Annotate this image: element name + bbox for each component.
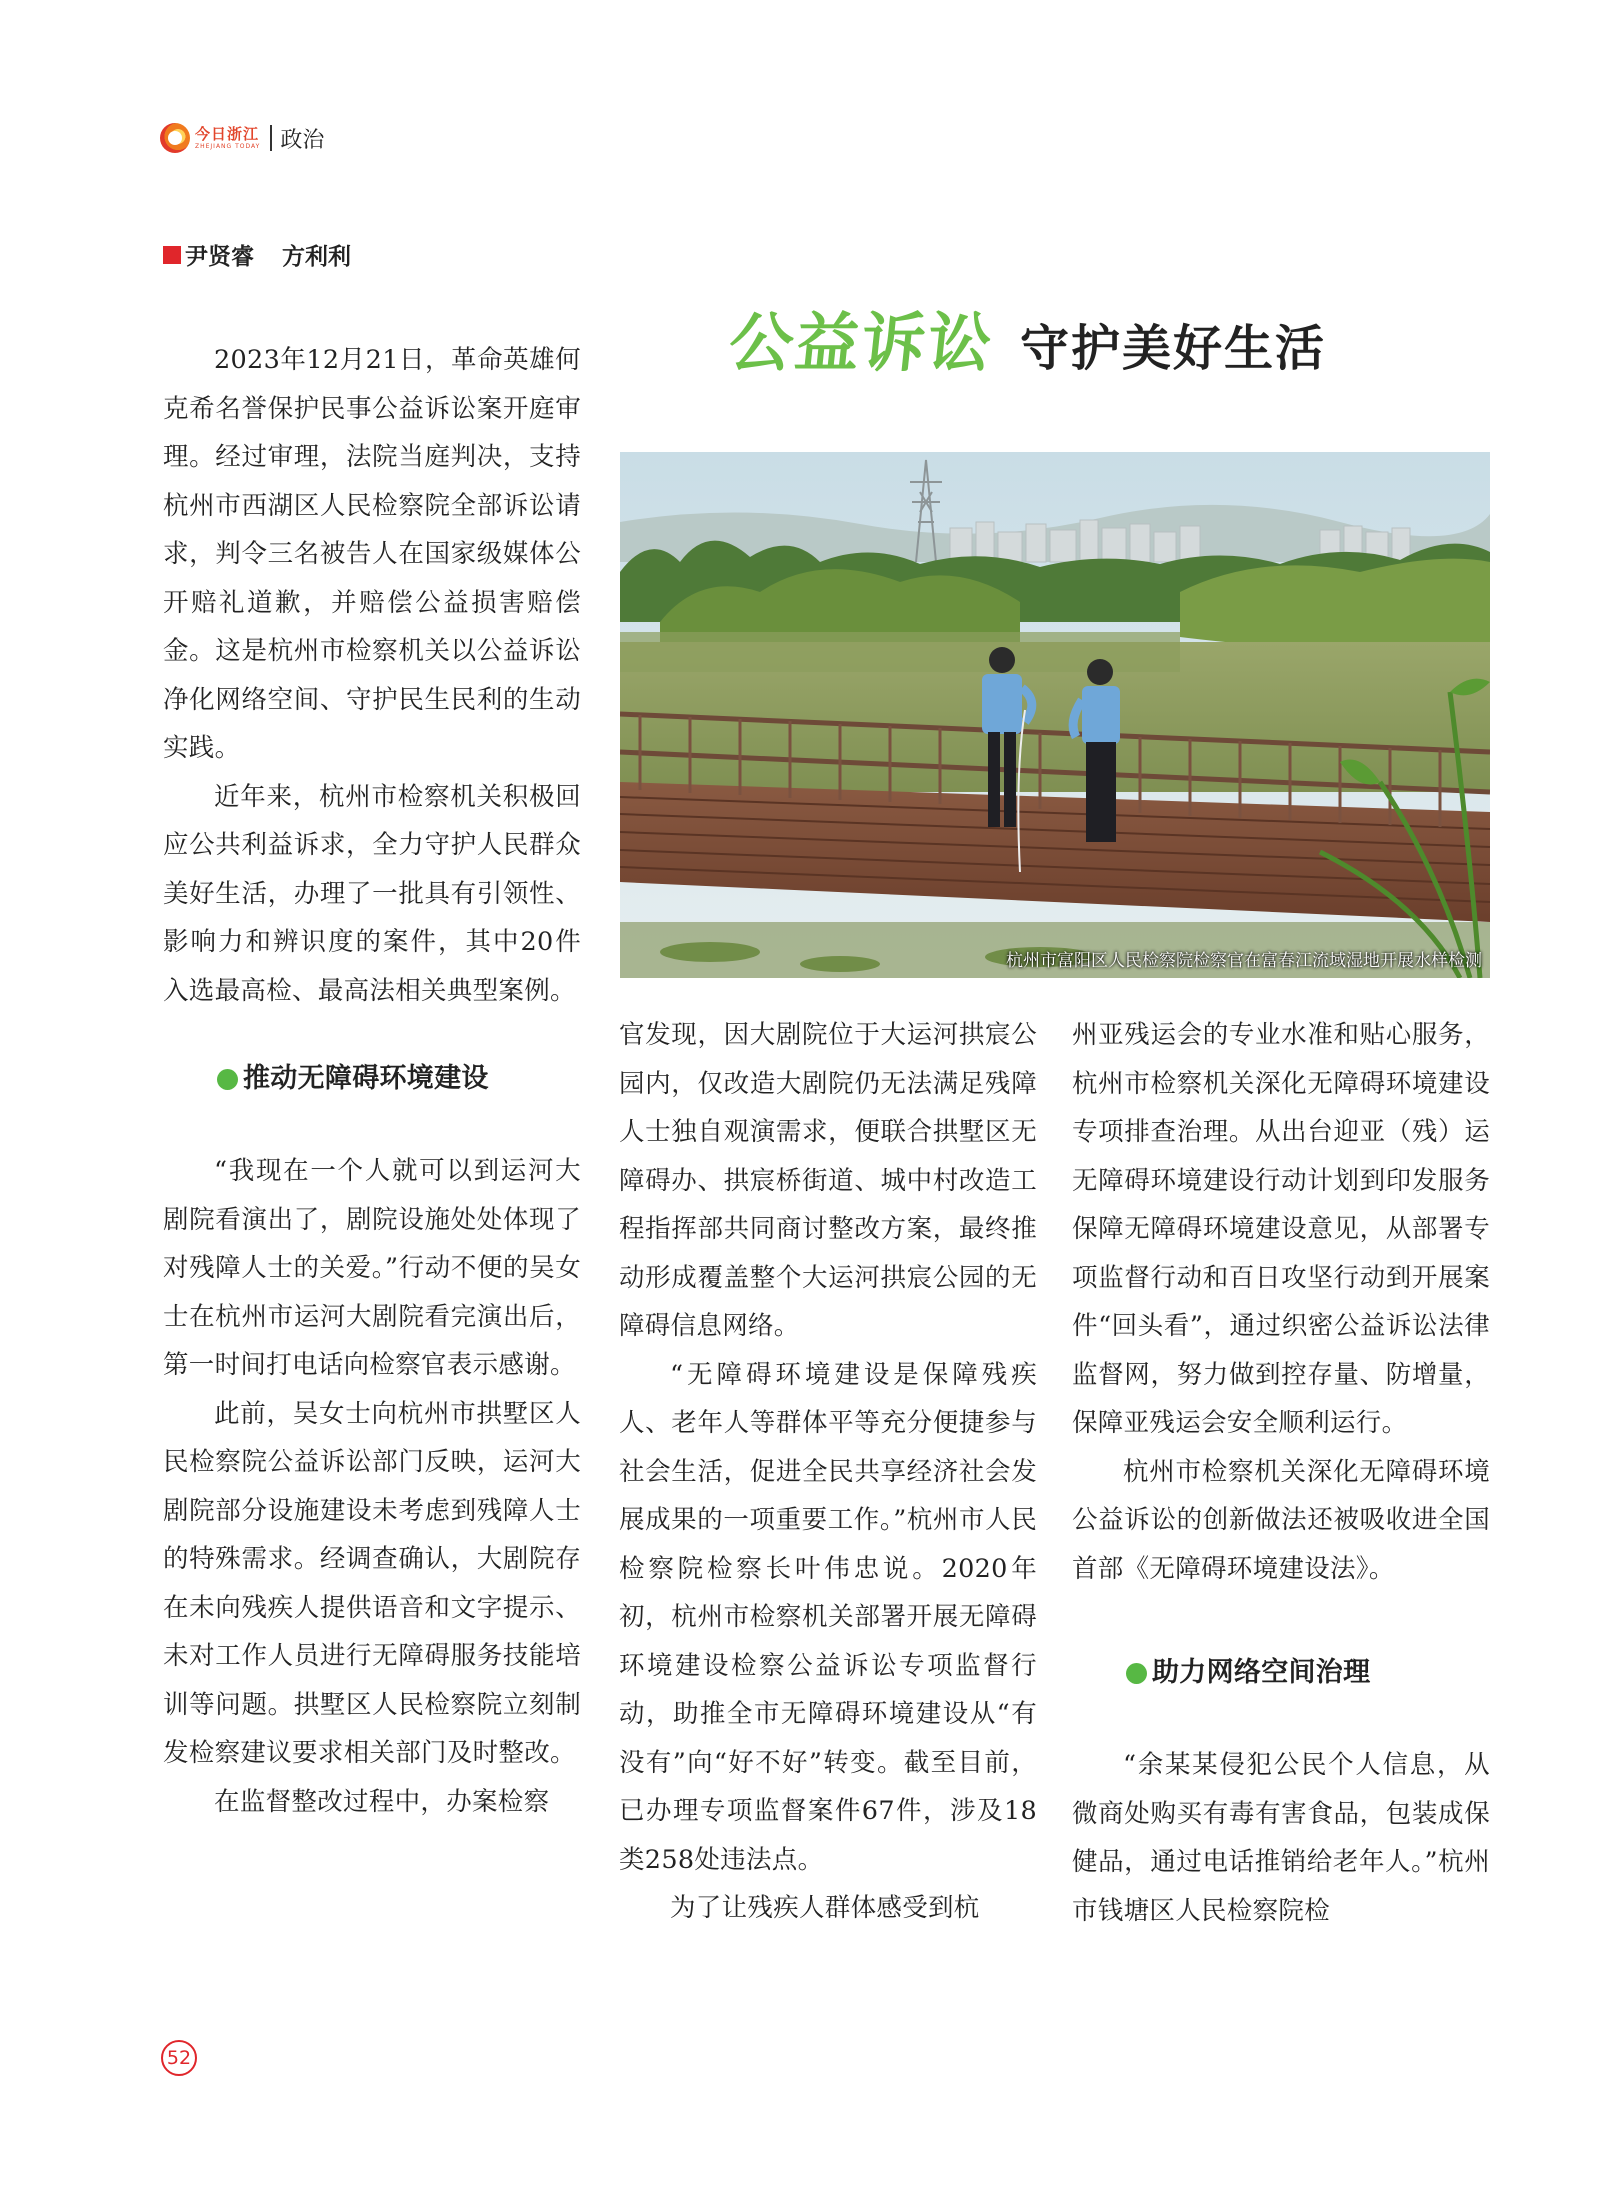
sun-logo-icon	[160, 123, 190, 153]
paragraph: 在监督整改过程中，办案检察	[214, 1786, 550, 1817]
subhead-text: 助力网络空间治理	[1152, 1656, 1371, 1688]
red-square-icon	[163, 246, 181, 264]
headline-sub: 守护美好生活	[1020, 319, 1327, 377]
author-name: 方利利	[282, 244, 351, 270]
paragraph: 官发现，因大剧院位于大运河拱宸公园内，仅改造大剧院仍无法满足残障人士独自观演需求，便联合拱墅区无障碍办、拱宸桥街道、城中村改造工程指挥部共同商讨整改方案，最终推动形成覆盖整个大运河拱宸公园的无障碍信息网络。	[619, 1020, 1037, 1341]
byline	[163, 238, 351, 271]
article-headline	[725, 292, 1327, 384]
section-title: 政治	[280, 127, 325, 153]
author-name: 尹贤睿	[185, 244, 254, 270]
article-column-1	[163, 336, 581, 1826]
page-number: 52	[161, 2040, 197, 2076]
header-divider	[270, 125, 272, 151]
paragraph: 此前，吴女士向杭州市拱墅区人民检察院公益诉讼部门反映，运河大剧院部分设施建设未考虑到残障人士的特殊需求。经调查确认，大剧院存在未向残疾人提供语音和文字提示、未对工作人员进行无障碍服务技能培训等问题。拱墅区人民检察院立刻制发检察建议要求相关部门及时整改。	[163, 1398, 581, 1768]
paragraph: 为了让残疾人群体感受到杭	[670, 1893, 980, 1923]
green-bullet-icon	[1126, 1663, 1147, 1684]
paragraph: 州亚残运会的专业水准和贴心服务，杭州市检察机关深化无障碍环境建设专项排查治理。从出台迎亚（残）运无障碍环境建设行动计划到印发服务保障无障碍环境建设意见，从部署专项监督行动和百日攻坚行动到开展案件“回头看”，通过织密公益诉讼法律监督网，努力做到控存量、防增量，保障亚残运会安全顺利运行。	[1072, 1020, 1490, 1438]
article-column-2	[619, 1011, 1037, 1933]
article-column-3	[1072, 1011, 1490, 1935]
paragraph: 杭州市检察机关深化无障碍环境公益诉讼的创新做法还被吸收进全国首部《无障碍环境建设法》。	[1072, 1456, 1490, 1584]
masthead	[160, 118, 324, 158]
headline-main: 公益诉讼	[725, 307, 998, 381]
paragraph: “余某某侵犯公民个人信息，从微商处购买有毒有害食品，包装成保健品，通过电话推销给老年人。”杭州市钱塘区人民检察院检	[1072, 1750, 1490, 1926]
logo-chinese-text: 今日浙江	[195, 124, 260, 143]
section-subhead	[1126, 1647, 1490, 1699]
paragraph: “我现在一个人就可以到运河大剧院看演出了，剧院设施处处体现了对残障人士的关爱。”行动不便的吴女士在杭州市运河大剧院看完演出后，第一时间打电话向检察官表示感谢。	[163, 1156, 581, 1380]
photo-caption: 杭州市富阳区人民检察院检察官在富春江流域湿地开展水样检测	[1006, 951, 1482, 971]
magazine-logo	[160, 123, 260, 153]
wetland-boardwalk-photo	[620, 452, 1490, 978]
paragraph: 2023年12月21日，革命英雄何克希名誉保护民事公益诉讼案开庭审理。经过审理，法院当庭判决，支持杭州市西湖区人民检察院全部诉讼请求，判令三名被告人在国家级媒体公开赔礼道歉，并赔偿公益损害赔偿金。这是杭州市检察机关以公益诉讼净化网络空间、守护民生民利的生动实践。	[163, 345, 581, 763]
green-bullet-icon	[217, 1069, 238, 1090]
subhead-text: 推动无障碍环境建设	[243, 1062, 489, 1094]
paragraph: “无障碍环境建设是保障残疾人、老年人等群体平等充分便捷参与社会生活，促进全民共享经济社会发展成果的一项重要工作。”杭州市人民检察院检察长叶伟忠说。2020年初，杭州市检察机关部署开展无障碍环境建设检察公益诉讼专项监督行动，助推全市无障碍环境建设从“有没有”向“好不好”转变。截至目前，已办理专项监督案件67件，涉及18类258处违法点。	[619, 1359, 1037, 1875]
article-photo	[620, 452, 1490, 978]
section-subhead	[217, 1053, 581, 1105]
logo-english-text: ZHEJIANG TODAY	[195, 142, 261, 150]
paragraph: 近年来，杭州市检察机关积极回应公共利益诉求，全力守护人民群众美好生活，办理了一批具有引领性、影响力和辨识度的案件，其中20件入选最高检、最高法相关典型案例。	[163, 781, 581, 1006]
